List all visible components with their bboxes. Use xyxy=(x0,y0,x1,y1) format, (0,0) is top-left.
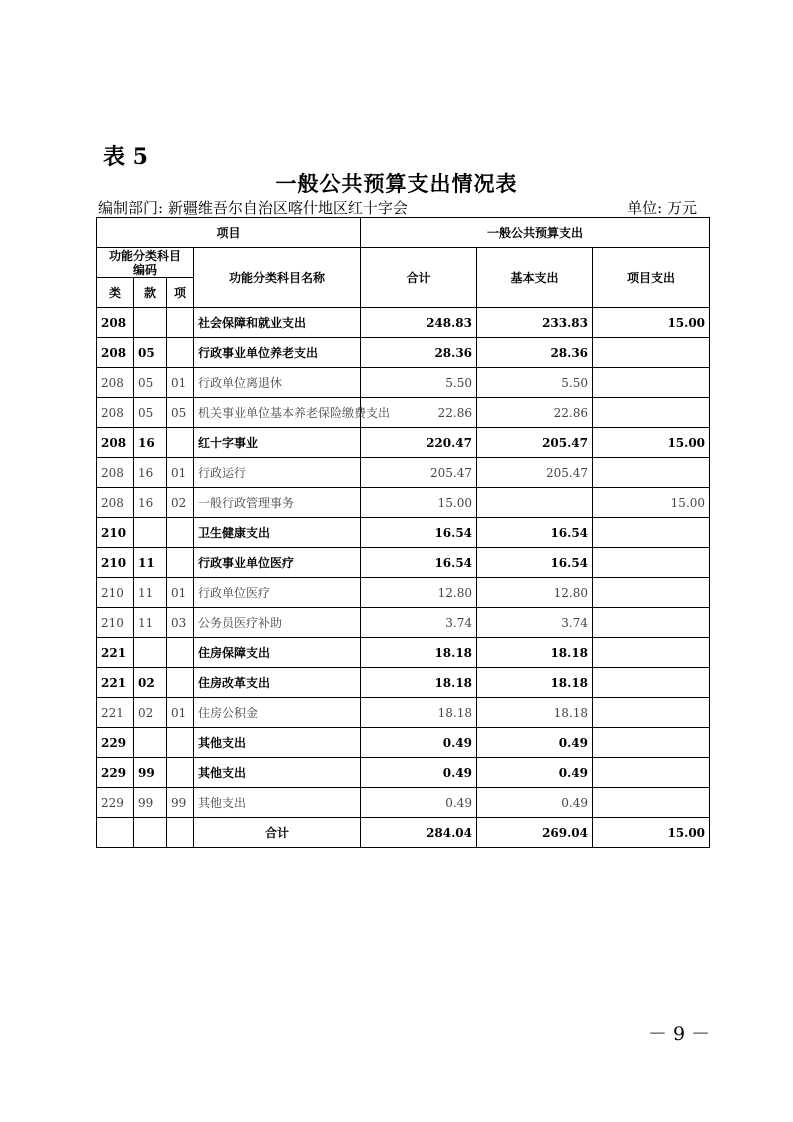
cell-xiang: 99 xyxy=(167,788,194,818)
cell-xiang xyxy=(167,518,194,548)
cell-total: 5.50 xyxy=(361,368,477,398)
cell-project xyxy=(593,698,710,728)
table-row xyxy=(97,398,710,428)
cell-kuan: 16 xyxy=(134,428,167,458)
cell-kuan: 99 xyxy=(134,788,167,818)
cell-basic: 16.54 xyxy=(477,518,593,548)
table-row xyxy=(97,788,710,818)
cell-project xyxy=(593,668,710,698)
page-number: － 9 － xyxy=(648,1023,711,1045)
table-row xyxy=(97,548,710,578)
cell-kuan: 02 xyxy=(134,698,167,728)
cell-name: 行政单位离退休 xyxy=(194,368,361,398)
cell-lei: 221 xyxy=(97,698,134,728)
cell-total: 12.80 xyxy=(361,578,477,608)
cell-total: 205.47 xyxy=(361,458,477,488)
cell-lei: 208 xyxy=(97,428,134,458)
cell-kuan: 11 xyxy=(134,578,167,608)
cell-xiang xyxy=(167,428,194,458)
table-row xyxy=(97,518,710,548)
cell-kuan: 16 xyxy=(134,458,167,488)
cell-kuan xyxy=(134,518,167,548)
cell-total: 3.74 xyxy=(361,608,477,638)
cell-lei: 221 xyxy=(97,668,134,698)
cell-total: 18.18 xyxy=(361,668,477,698)
header-code-line2: 编码 xyxy=(132,262,157,277)
table-row xyxy=(97,578,710,608)
cell-lei: 229 xyxy=(97,788,134,818)
cell-basic: 28.36 xyxy=(477,338,593,368)
budget-table xyxy=(96,217,710,848)
cell-lei: 208 xyxy=(97,308,134,338)
cell-xiang xyxy=(167,308,194,338)
header-code-line1: 功能分类科目 xyxy=(108,248,181,263)
cell-xiang: 01 xyxy=(167,578,194,608)
cell-total: 248.83 xyxy=(361,308,477,338)
cell-kuan: 99 xyxy=(134,758,167,788)
cell-basic: 5.50 xyxy=(477,368,593,398)
cell-name: 社会保障和就业支出 xyxy=(194,308,361,338)
table-row xyxy=(97,458,710,488)
cell-project xyxy=(593,338,710,368)
cell-kuan: 11 xyxy=(134,608,167,638)
cell-name: 其他支出 xyxy=(194,788,361,818)
cell-total: 0.49 xyxy=(361,758,477,788)
department-label: 编制部门: 新疆维吾尔自治区喀什地区红十字会 xyxy=(98,199,408,217)
cell-xiang: 01 xyxy=(167,368,194,398)
cell-xiang xyxy=(167,548,194,578)
cell-basic: 18.18 xyxy=(477,668,593,698)
cell-project: 15.00 xyxy=(593,308,710,338)
table-row xyxy=(97,608,710,638)
header-code xyxy=(97,248,194,278)
cell-name: 住房改革支出 xyxy=(194,668,361,698)
cell-lei: 208 xyxy=(97,368,134,398)
cell-total: 0.49 xyxy=(361,788,477,818)
header-project: 项目 xyxy=(97,218,361,248)
cell-name: 行政事业单位养老支出 xyxy=(194,338,361,368)
cell-kuan: 02 xyxy=(134,668,167,698)
cell-xiang: 01 xyxy=(167,458,194,488)
cell-xiang xyxy=(167,728,194,758)
total-row xyxy=(97,818,710,848)
cell-kuan: 05 xyxy=(134,368,167,398)
cell-kuan: 05 xyxy=(134,398,167,428)
cell-lei: 210 xyxy=(97,578,134,608)
cell-project xyxy=(593,548,710,578)
total-project: 15.00 xyxy=(593,818,710,848)
cell-lei: 208 xyxy=(97,338,134,368)
cell-name: 住房保障支出 xyxy=(194,638,361,668)
cell-project xyxy=(593,458,710,488)
cell-total: 16.54 xyxy=(361,548,477,578)
cell-kuan: 11 xyxy=(134,548,167,578)
total-total: 284.04 xyxy=(361,818,477,848)
cell-lei: 210 xyxy=(97,518,134,548)
cell-total: 16.54 xyxy=(361,518,477,548)
cell-basic: 3.74 xyxy=(477,608,593,638)
cell-total: 18.18 xyxy=(361,638,477,668)
cell-project xyxy=(593,758,710,788)
table-row xyxy=(97,728,710,758)
header-basic: 基本支出 xyxy=(477,248,593,308)
cell-basic: 205.47 xyxy=(477,458,593,488)
cell-name: 其他支出 xyxy=(194,728,361,758)
cell-project xyxy=(593,728,710,758)
cell-kuan xyxy=(134,728,167,758)
cell-name: 行政事业单位医疗 xyxy=(194,548,361,578)
cell-xiang: 03 xyxy=(167,608,194,638)
cell-lei: 208 xyxy=(97,398,134,428)
table-row xyxy=(97,698,710,728)
cell-basic: 233.83 xyxy=(477,308,593,338)
table-row xyxy=(97,638,710,668)
cell-xiang: 02 xyxy=(167,488,194,518)
header-xiang: 项 xyxy=(167,278,194,308)
cell-lei: 229 xyxy=(97,758,134,788)
cell-lei: 208 xyxy=(97,458,134,488)
header-general-budget: 一般公共预算支出 xyxy=(361,218,710,248)
cell-basic: 18.18 xyxy=(477,698,593,728)
cell-total: 28.36 xyxy=(361,338,477,368)
cell-project xyxy=(593,518,710,548)
header-name: 功能分类科目名称 xyxy=(194,248,361,308)
cell-name: 红十字事业 xyxy=(194,428,361,458)
cell-kuan: 16 xyxy=(134,488,167,518)
cell-project xyxy=(593,368,710,398)
cell-project: 15.00 xyxy=(593,428,710,458)
cell-basic: 22.86 xyxy=(477,398,593,428)
unit-label: 单位: 万元 xyxy=(627,199,697,217)
cell-name: 住房公积金 xyxy=(194,698,361,728)
cell-project xyxy=(593,398,710,428)
table-row xyxy=(97,488,710,518)
total-label: 合计 xyxy=(194,818,361,848)
cell-basic: 12.80 xyxy=(477,578,593,608)
cell-project xyxy=(593,638,710,668)
cell-kuan xyxy=(134,638,167,668)
table-number: 表 5 xyxy=(103,144,148,170)
cell-xiang: 05 xyxy=(167,398,194,428)
cell-name: 卫生健康支出 xyxy=(194,518,361,548)
header-kuan: 款 xyxy=(134,278,167,308)
table-row xyxy=(97,428,710,458)
cell-total: 18.18 xyxy=(361,698,477,728)
cell-name: 行政单位医疗 xyxy=(194,578,361,608)
cell-kuan: 05 xyxy=(134,338,167,368)
cell-xiang xyxy=(167,758,194,788)
cell-basic: 0.49 xyxy=(477,758,593,788)
table-row xyxy=(97,308,710,338)
cell-name: 一般行政管理事务 xyxy=(194,488,361,518)
cell-basic: 16.54 xyxy=(477,548,593,578)
cell-name: 其他支出 xyxy=(194,758,361,788)
cell-basic: 18.18 xyxy=(477,638,593,668)
total-basic: 269.04 xyxy=(477,818,593,848)
cell-name: 公务员医疗补助 xyxy=(194,608,361,638)
cell-kuan xyxy=(134,308,167,338)
header-lei: 类 xyxy=(97,278,134,308)
cell-basic: 205.47 xyxy=(477,428,593,458)
cell-lei: 208 xyxy=(97,488,134,518)
cell-empty xyxy=(134,818,167,848)
table-row xyxy=(97,758,710,788)
cell-lei: 210 xyxy=(97,548,134,578)
header-project-exp: 项目支出 xyxy=(593,248,710,308)
cell-total: 22.86 xyxy=(361,398,477,428)
cell-empty xyxy=(97,818,134,848)
cell-project xyxy=(593,788,710,818)
cell-name: 机关事业单位基本养老保险缴费支出 xyxy=(194,398,361,428)
cell-lei: 210 xyxy=(97,608,134,638)
cell-basic xyxy=(477,488,593,518)
cell-project xyxy=(593,608,710,638)
cell-basic: 0.49 xyxy=(477,728,593,758)
cell-total: 15.00 xyxy=(361,488,477,518)
cell-basic: 0.49 xyxy=(477,788,593,818)
cell-xiang: 01 xyxy=(167,698,194,728)
cell-total: 220.47 xyxy=(361,428,477,458)
cell-xiang xyxy=(167,668,194,698)
cell-xiang xyxy=(167,638,194,668)
cell-lei: 229 xyxy=(97,728,134,758)
cell-xiang xyxy=(167,338,194,368)
cell-lei: 221 xyxy=(97,638,134,668)
cell-project: 15.00 xyxy=(593,488,710,518)
header-total: 合计 xyxy=(361,248,477,308)
table-row xyxy=(97,338,710,368)
cell-empty xyxy=(167,818,194,848)
cell-name: 行政运行 xyxy=(194,458,361,488)
cell-project xyxy=(593,578,710,608)
table-row xyxy=(97,668,710,698)
document-title: 一般公共预算支出情况表 xyxy=(275,171,518,196)
table-row xyxy=(97,368,710,398)
cell-total: 0.49 xyxy=(361,728,477,758)
